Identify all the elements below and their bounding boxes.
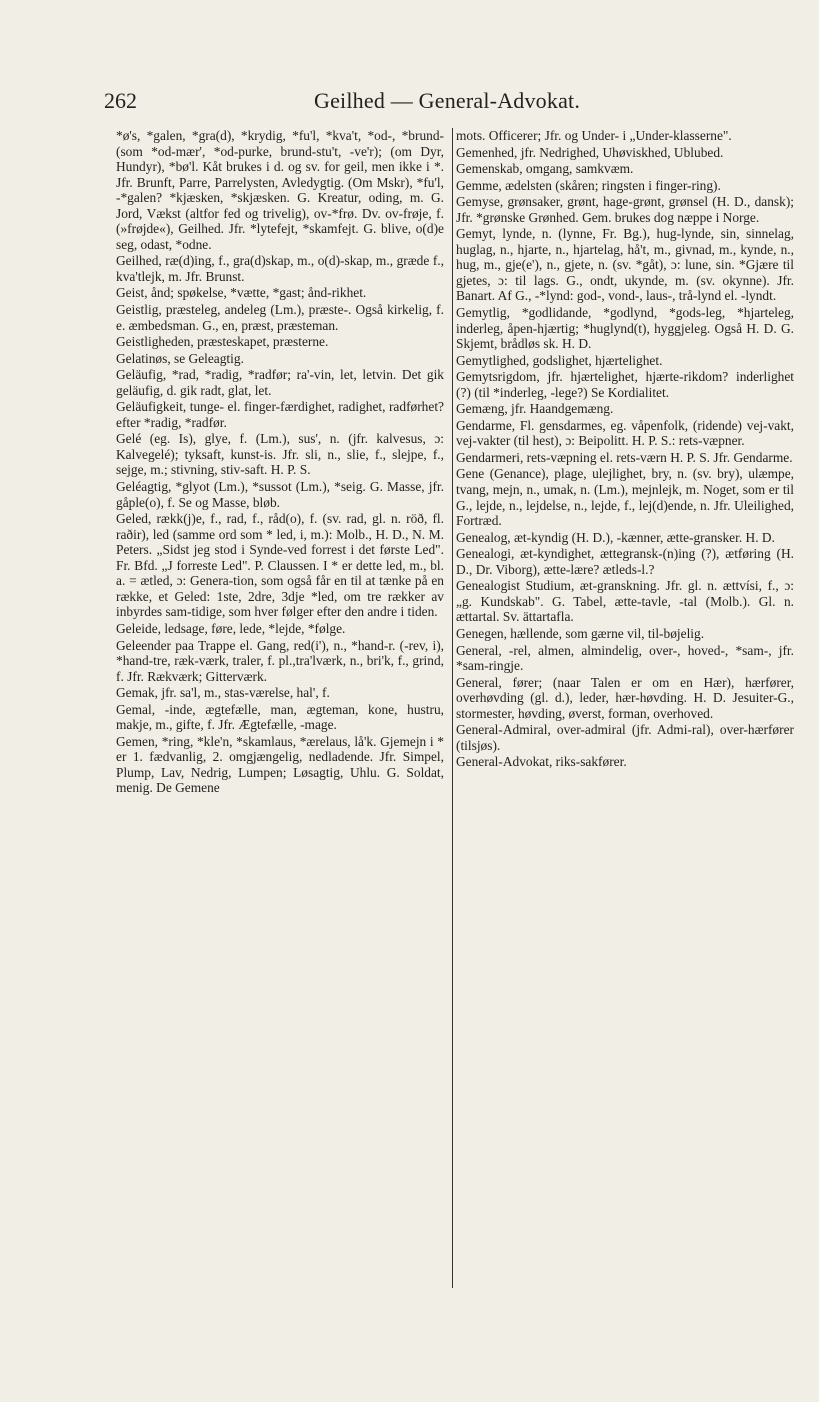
entry: Gemen, *ring, *kle'n, *skamlaus, *ærelaus, lå'k. Gjemejn i * er 1. fædvanlig, 2. omgjængelig, nedladende. Jfr. Simpel, Plump, Lav, Nedrig, Lumpen; Løsagtig, Uhlu. G. Soldat, menig. De Gemene bbox=[116, 733, 444, 796]
entry: Gemme, ædelsten (skåren; ringsten i finger-ring). bbox=[456, 177, 721, 193]
entry: Geléagtig, *glyot (Lm.), *sussot (Lm.), *seig. G. Masse, jfr. gåple(o), f. Se og Masse, bløb. bbox=[116, 479, 444, 510]
entry: Gendarme, Fl. gensdarmes, eg. våpenfolk, (ridende) vej-vakt, vej-vakter (til hest), ɔ: Beipolitt. H. P. S.: rets-væpner. bbox=[456, 417, 794, 449]
entry: Gene (Genance), plage, ulejlighet, bry, n. (sv. bry), ulæmpe, tvang, mejn, n., umak, n. (Lm.), mejnlejk, m. Noget, som er til G., lejde, n., lejdelse, n., lejde, f., lej(d)ende, n. Jfr. Uleilighed, Fortræd. bbox=[456, 466, 794, 529]
page-number: 262 bbox=[104, 88, 137, 113]
entry: General, fører; (naar Talen er om en Hær), hærfører, overhøvding (gl. d.), leder, hær-høvding. H. D. Jesuiter-G., stormester, høvding, øverst, forman, overhoved. bbox=[456, 674, 794, 721]
entry: Gemytsrigdom, jfr. hjærtelighet, hjærte-rikdom? inderlighet (?) (til *inderleg, -lege?) Se Kordialitet. bbox=[456, 369, 794, 400]
entry: Gemak, jfr. sa'l, m., stas-værelse, hal', f. bbox=[116, 685, 330, 701]
running-title: Geilhed — General-Advokat. bbox=[314, 88, 581, 113]
entry: Geläufig, *rad, *radig, *radfør; ra'-vin, let, letvin. Det gik geläufig, d. gik radt, glat, let. bbox=[116, 367, 444, 398]
entry: Geleender paa Trappe el. Gang, red(i'), n., *hand-r. (-rev, i), *hand-tre, ræk-værk, traler, f. pl.,tra'lværk, n., bri'k, f., grind, f. Jfr. Rækværk; Gitterværk. bbox=[116, 637, 444, 684]
entry: Geilhed, ræ(d)ing, f., gra(d)skap, m., o(d)-skap, m., græde f., kva'tlejk, m. Jfr. Brunst. bbox=[116, 253, 444, 284]
entry: Gelatinøs, se Geleagtig. bbox=[116, 350, 244, 366]
entry: Gemyse, grønsaker, grønt, hage-grønt, grønsel (H. D., dansk); Jfr. *grønske Grønhed. Gem. brukes dog næppe i Norge. bbox=[456, 194, 794, 225]
entry: *ø's, *galen, *gra(d), *krydig, *fu'l, *kva't, *od-, *brund- (som *od-mær', *od-purke, brund-stu't, -ve'r); (om Dyr, Hundyr), *bø'l. Kåt brukes i d. og sv. for geil, men ikke i *. Jfr. Brunft, Parre, Parrelysten, Avledygtig. (Om Mskr), *fu'l, -*galen? *kjæsken, *skjæsken. G. Kreatur, oding, m. G. Jord, Vækst (altfor fed og trivelig), ov-*frø. Dv. ov-frøje, f. (»frøjde«), Geilhed. Jfr. *lytefejt, *skamfejt. G. blive, o(d)e seg, odast, *odne. bbox=[116, 128, 444, 252]
entry: Geled, rækk(j)e, f., rad, f., råd(o), f. (sv. rad, gl. n. röð, fl. raðir), led (samme ord som * led, i, m.): Molb., H. D., N. M. Peters. „Sidst jeg stod i Synde-ved forrest i det første Led". Fr. Bfd. „J forreste Led". P. Claussen. I * er dette led, m., bl. a. = ætled, ɔ: Genera-tion, som også får en til at tænke på en række, et Geled: 1ste, 2dre, 3dje *led, om tre rækker av inbyrdes sam-tidige, som hver følger efter den andre i tiden. bbox=[116, 511, 444, 620]
entry: Geleide, ledsage, føre, lede, *lejde, *følge. bbox=[116, 620, 346, 636]
entry: Genegen, hællende, som gærne vil, til-bøjelig. bbox=[456, 625, 705, 641]
entry: Gemytlighed, godslighet, hjærtelighet. bbox=[456, 352, 663, 368]
entry: Geistlig, præsteleg, andeleg (Lm.), præste-. Også kirkelig, f. e. æmbedsman. G., en, præst, præsteman. bbox=[116, 302, 444, 333]
entry: Gelé (eg. Is), glye, f. (Lm.), sus', n. (jfr. kalvesus, ɔ: Kalvegelé); tyksaft, kunst-is. Jfr. sli, n., slie, f., slejpe, f., sejge, m.; stivning, stiv-saft. H. P. S. bbox=[116, 431, 444, 478]
entry: General-Advokat, riks-sakfører. bbox=[456, 754, 627, 770]
entry: Genealog, æt-kyndig (H. D.), -kænner, ætte-gransker. H. D. bbox=[456, 529, 775, 545]
entry: Gemenhed, jfr. Nedrighed, Uhøviskhed, Ublubed. bbox=[456, 144, 724, 160]
entry: Genealogi, æt-kyndighet, ættegransk-(n)ing (?), ætføring (H. D., Dr. Viborg), ætte-lære? ætleds-l.? bbox=[456, 546, 794, 577]
entry: Gemal, -inde, ægtefælle, man, ægteman, kone, hustru, makje, m., gifte, f. Jfr. Ægtefælle, -mage. bbox=[116, 701, 444, 733]
entry: Gemenskab, omgang, samkvæm. bbox=[456, 161, 634, 177]
entry: General-Admiral, over-admiral (jfr. Admi-ral), over-hærfører (tilsjøs). bbox=[456, 722, 794, 753]
entry: Geist, ånd; spøkelse, *vætte, *gast; ånd-rikhet. bbox=[116, 285, 367, 301]
entry: Gemytlig, *godlidande, *godlynd, *gods-leg, *hjarteleg, inderleg, åpen-hjærtig; *huglynd(t), hyggjeleg. Også H. D. G. Skjemt, brådløs sk. H. D. bbox=[456, 305, 794, 352]
left-column bbox=[116, 128, 453, 1288]
entry: Gemyt, lynde, n. (lynne, Fr. Bg.), hug-lynde, sin, sinnelag, huglag, n., hjarte, n., hjartelag, hå't, m., givnad, m., kynde, n., hug, m., gje(e'), n., gjete, n. (sv. *gåt), ɔ: lune, sin. *Gjære til gjetes, ɔ: til lags. G., ondt, ukynde, m. (sv. okynne). Jfr. Banart. Af G., -*lynd: god-, vond-, laus-, trå-lynd el. -lyndt. bbox=[456, 226, 794, 304]
page-header bbox=[104, 88, 728, 118]
entry: Gendarmeri, rets-væpning el. rets-værn H. P. S. Jfr. Gendarme. bbox=[456, 449, 793, 465]
entry: Geistligheden, præsteskapet, præsterne. bbox=[116, 334, 329, 350]
entry: Genealogist Studium, æt-granskning. Jfr. gl. n. ættvísi, f., ɔ: „g. Kundskab". G. Tabel, ætte-tavle, -tal (Molb.). Gl. n. ættartal. Sv. ättartafla. bbox=[456, 578, 794, 625]
right-column bbox=[456, 128, 794, 771]
entry: Gemæng, jfr. Haandgemæng. bbox=[456, 401, 614, 417]
entry: Geläufigkeit, tunge- el. finger-færdighet, radighet, radførhet? efter *radig, *radfør. bbox=[116, 399, 444, 430]
entry: General, -rel, almen, almindelig, over-, hoved-, *sam-, jfr. *sam-ringje. bbox=[456, 642, 794, 674]
entry: mots. Officerer; Jfr. og Under- i „Under-klasserne". bbox=[456, 128, 732, 143]
